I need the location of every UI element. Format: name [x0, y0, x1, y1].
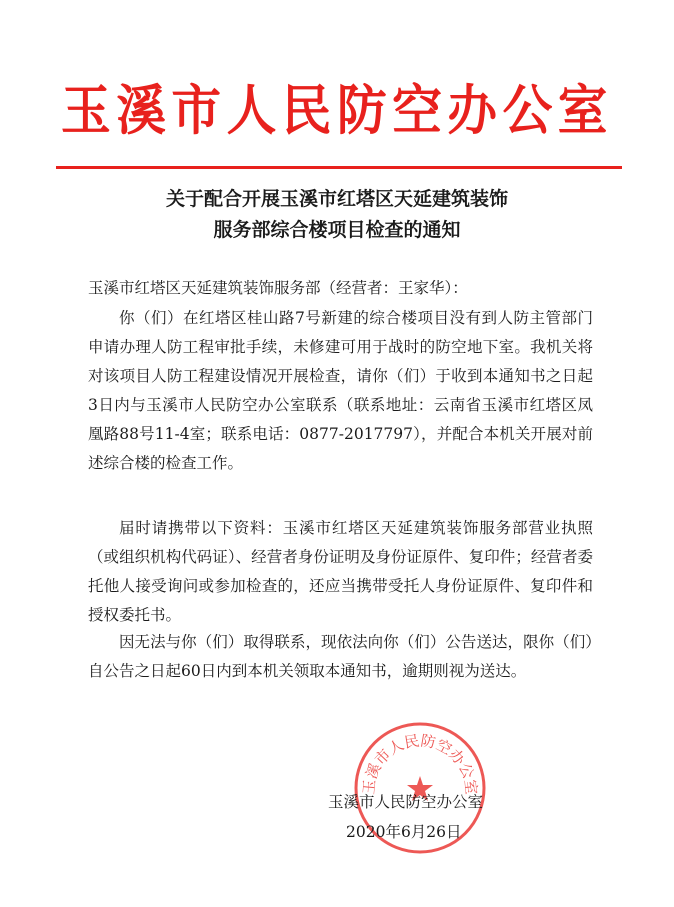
signature-organization: 玉溪市人民防空办公室 [328, 793, 484, 811]
notice-title-line-1: 关于配合开展玉溪市红塔区天延建筑装饰 [165, 188, 508, 210]
body-paragraph-2: 届时请携带以下资料：玉溪市红塔区天延建筑装饰服务部营业执照（或组织机构代码证）、经营者身份证明及身份证原件、复印件；经营者委托他人接受询问或参加检查的，还应当携带受托人身份证原件、复印件和授权委托书。 [88, 519, 593, 624]
salutation: 玉溪市红塔区天延建筑装饰服务部（经营者：王家华）： [88, 279, 468, 297]
body-paragraph-1: 你（们）在红塔区桂山路7号新建的综合楼项目没有到人防主管部门申请办理人防工程审批手续，未修建可用于战时的防空地下室。我机关将对该项目人防工程建设情况开展检查，请你（们）于收到本通知书之日起3日内与玉溪市人民防空办公室联系（联系地址：云南省玉溪市红塔区凤凰路88号11-4室；联系电话：0877-2017797），并配合本机关开展对前述综合楼的检查工作。 [88, 309, 593, 472]
signature-date: 2020年6月26日 [346, 823, 462, 841]
notice-title-line-2: 服务部综合楼项目检查的通知 [213, 219, 461, 241]
body-paragraph-3: 因无法与你（们）取得联系，现依法向你（们）公告送达，限你（们）自公告之日起60日内到本机关领取本通知书，逾期则视为送达。 [88, 633, 593, 680]
masthead-title: 玉溪市人民防空办公室 [60, 78, 613, 142]
red-divider-line [56, 166, 622, 169]
seal-text: 玉溪市人民防空办公室 [359, 731, 481, 796]
